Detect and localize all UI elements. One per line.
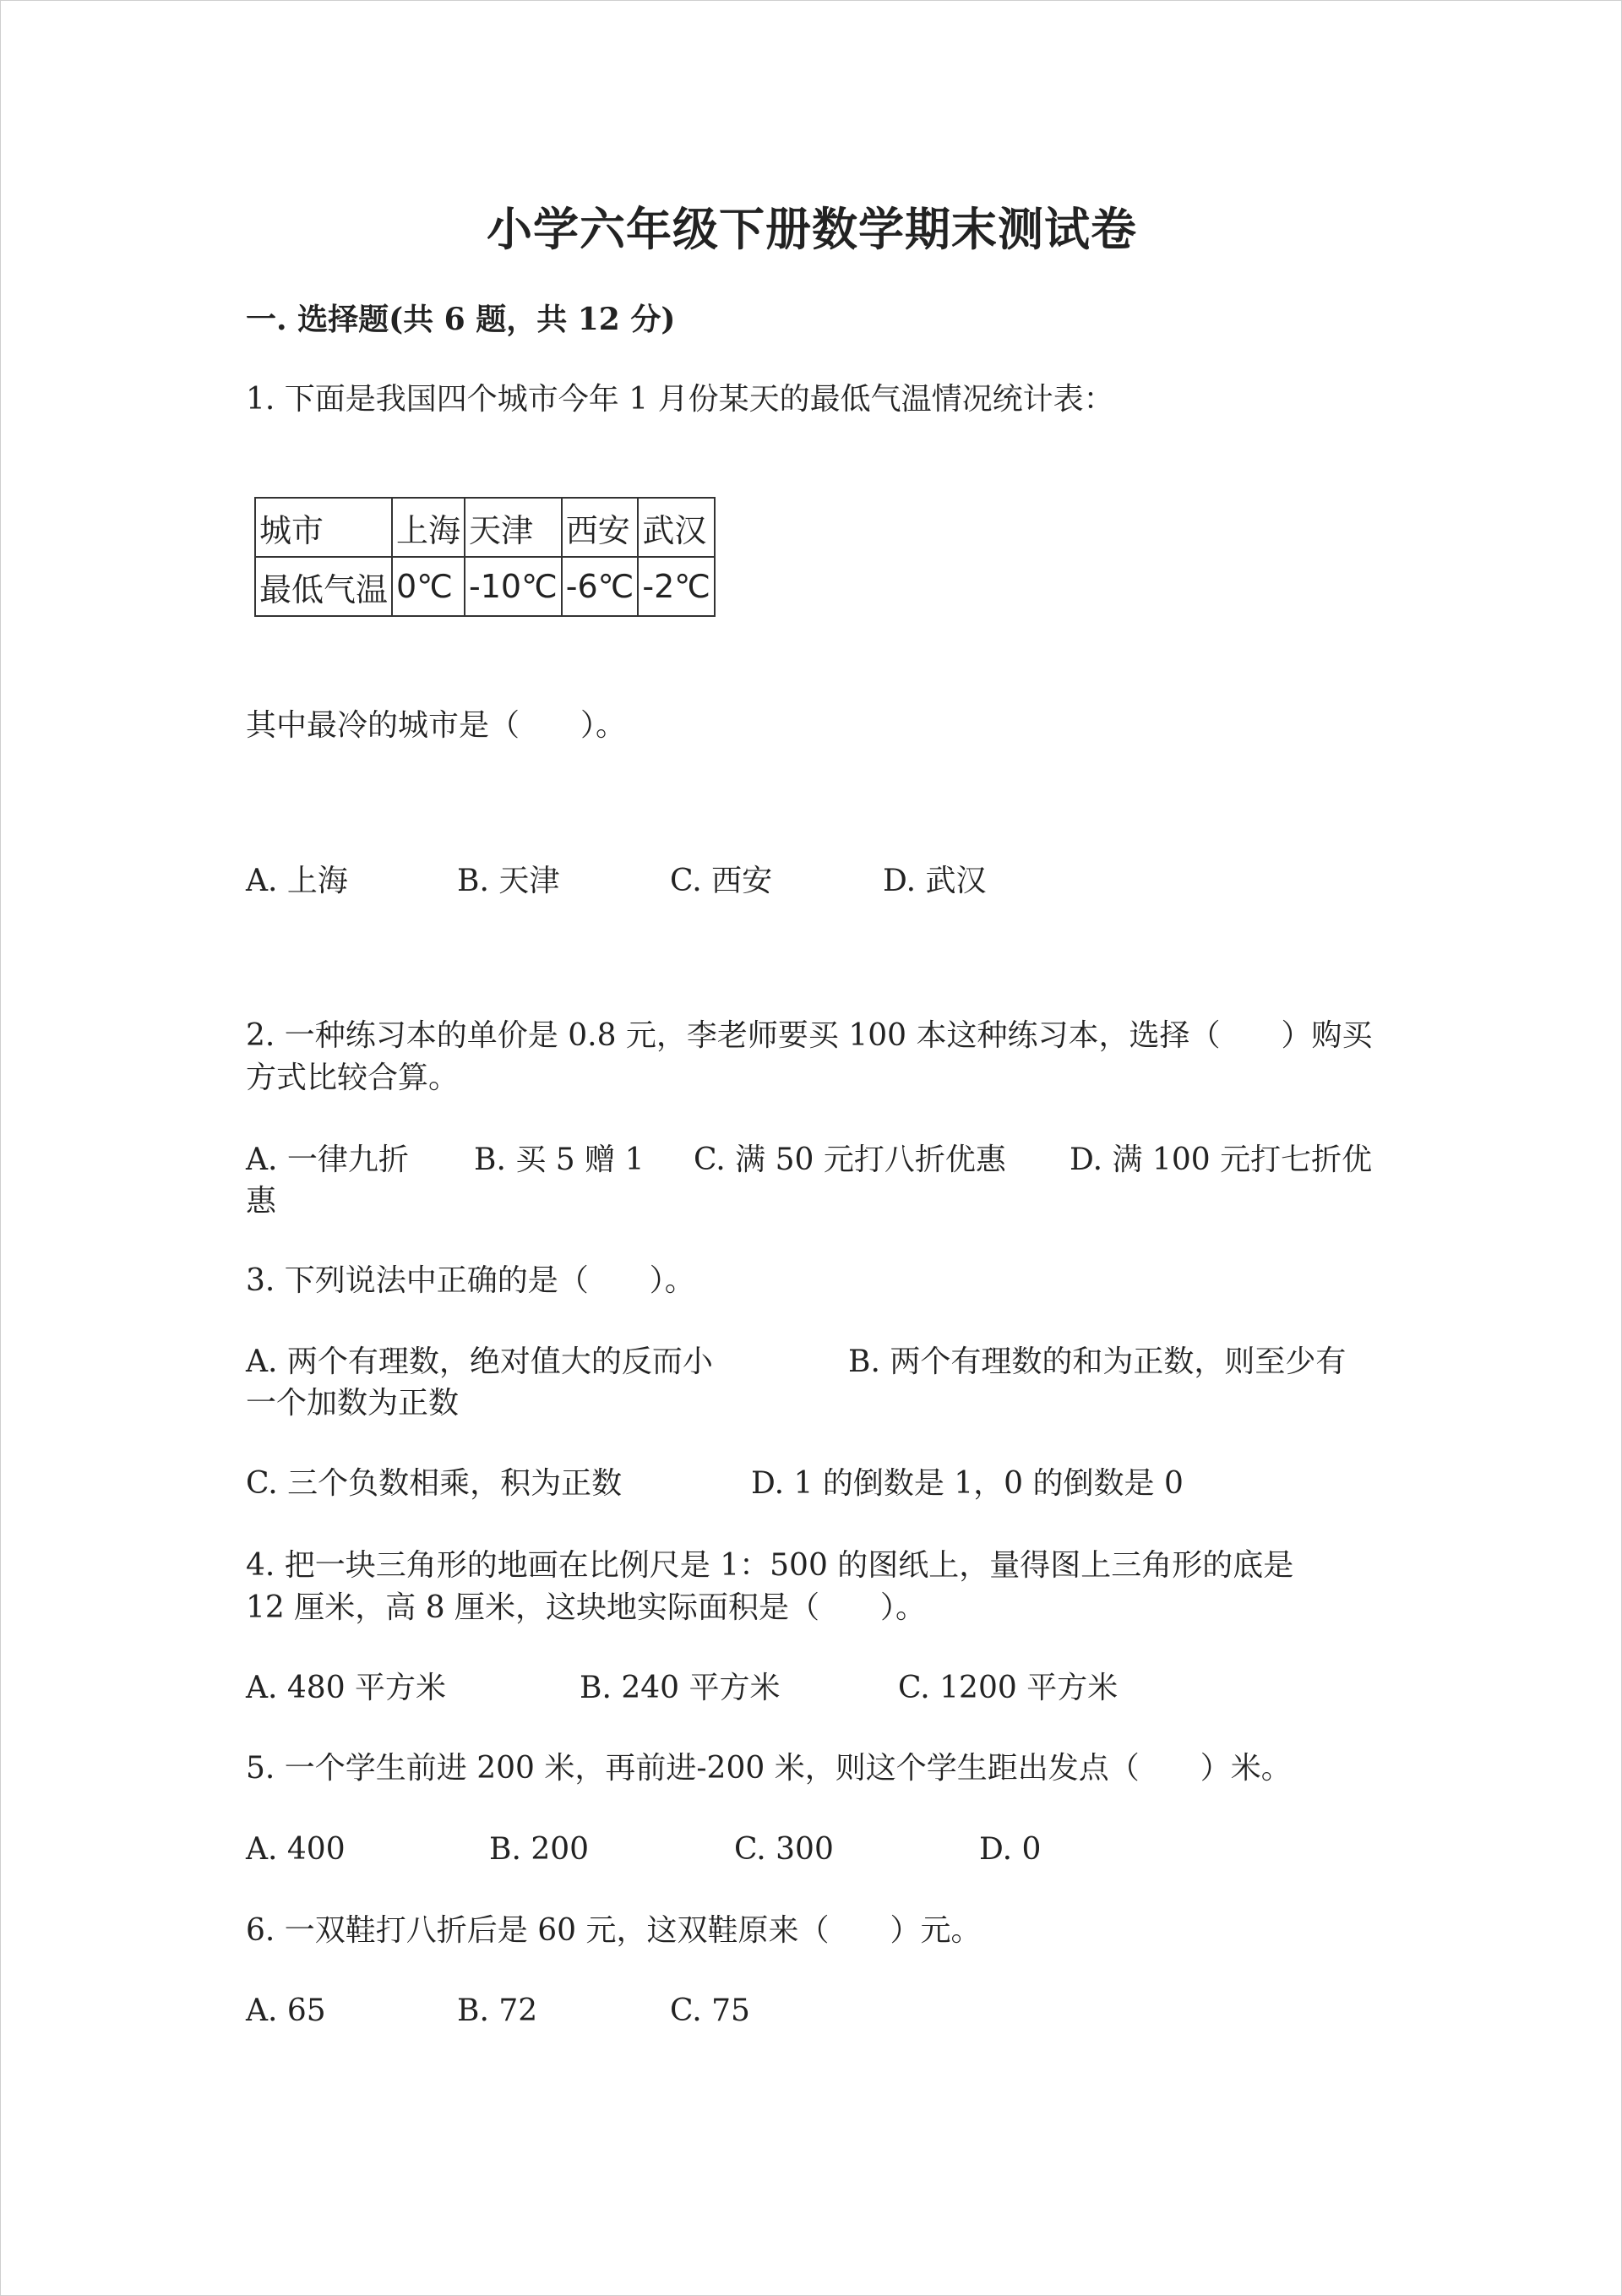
q6-option-b: B. 72 <box>457 1993 538 2028</box>
q3-option-d: D. 1 的倒数是 1，0 的倒数是 0 <box>751 1466 1184 1501</box>
q2-option-d: D. 满 100 元打七折优 <box>1070 1143 1373 1177</box>
table-cell: 0℃ <box>392 557 465 616</box>
table-cell: 最低气温 <box>255 557 392 616</box>
q1-question: 其中最冷的城市是（ ）。 <box>246 708 627 743</box>
q2-option-b: B. 买 5 赠 1 <box>474 1143 645 1177</box>
q1-option-d: D. 武汉 <box>883 864 987 898</box>
q3-stem: 3. 下列说法中正确的是（ ）。 <box>246 1263 695 1298</box>
q1-stem: 1. 下面是我国四个城市今年 1 月份某天的最低气温情况统计表： <box>246 382 1114 417</box>
q3-option-c: C. 三个负数相乘，积为正数 <box>246 1466 623 1501</box>
table-cell: -10℃ <box>465 557 562 616</box>
q4-option-c: C. 1200 平方米 <box>898 1671 1119 1705</box>
q6-option-a: A. 65 <box>246 1993 326 2028</box>
table-cell: 天津 <box>465 498 562 557</box>
q5-option-b: B. 200 <box>489 1832 590 1867</box>
q4-stem-line2: 12 厘米，高 8 厘米，这块地实际面积是（ ）。 <box>246 1590 927 1625</box>
table-cell: -2℃ <box>638 557 715 616</box>
q5-option-d: D. 0 <box>979 1832 1042 1867</box>
q1-option-a: A. 上海 <box>246 864 348 898</box>
temperature-table <box>254 497 716 617</box>
q3-option-a: A. 两个有理数，绝对值大的反而小 <box>246 1344 713 1379</box>
q2-option-a: A. 一律九折 <box>246 1143 409 1177</box>
table-cell: 城市 <box>255 498 392 557</box>
q4-stem-line1: 4. 把一块三角形的地画在比例尺是 1：500 的图纸上，量得图上三角形的底是 <box>246 1548 1294 1583</box>
q5-option-a: A. 400 <box>246 1832 346 1867</box>
q1-option-c: C. 西安 <box>670 864 773 898</box>
q3-option-b-continued: 一个加数为正数 <box>246 1386 460 1421</box>
q6-stem: 6. 一双鞋打八折后是 60 元，这双鞋原来（ ）元。 <box>246 1913 982 1948</box>
section-heading: 一. 选择题(共 6 题，共 12 分) <box>246 302 676 337</box>
q2-option-c: C. 满 50 元打八折优惠 <box>694 1143 1006 1177</box>
q2-option-d-continued: 惠 <box>246 1184 277 1219</box>
q4-option-b: B. 240 平方米 <box>580 1671 781 1705</box>
q5-stem: 5. 一个学生前进 200 米，再前进-200 米，则这个学生距出发点（ ）米。 <box>246 1751 1292 1786</box>
table-cell: 上海 <box>392 498 465 557</box>
table-cell: 西安 <box>562 498 639 557</box>
q3-option-b: B. 两个有理数的和为正数，则至少有 <box>848 1344 1347 1379</box>
q2-stem: 2. 一种练习本的单价是 0.8 元，李老师要买 100 本这种练习本，选择（ ）购买方式比较合算。 <box>246 1018 1373 1095</box>
q5-option-c: C. 300 <box>734 1832 834 1867</box>
table-cell: 武汉 <box>638 498 715 557</box>
table-row <box>255 498 715 557</box>
q1-option-b: B. 天津 <box>457 864 560 898</box>
table-row <box>255 557 715 616</box>
page-title: 小学六年级下册数学期末测试卷 <box>487 202 1137 256</box>
table-cell: -6℃ <box>562 557 639 616</box>
q4-option-a: A. 480 平方米 <box>246 1671 447 1705</box>
q6-option-c: C. 75 <box>670 1993 750 2028</box>
